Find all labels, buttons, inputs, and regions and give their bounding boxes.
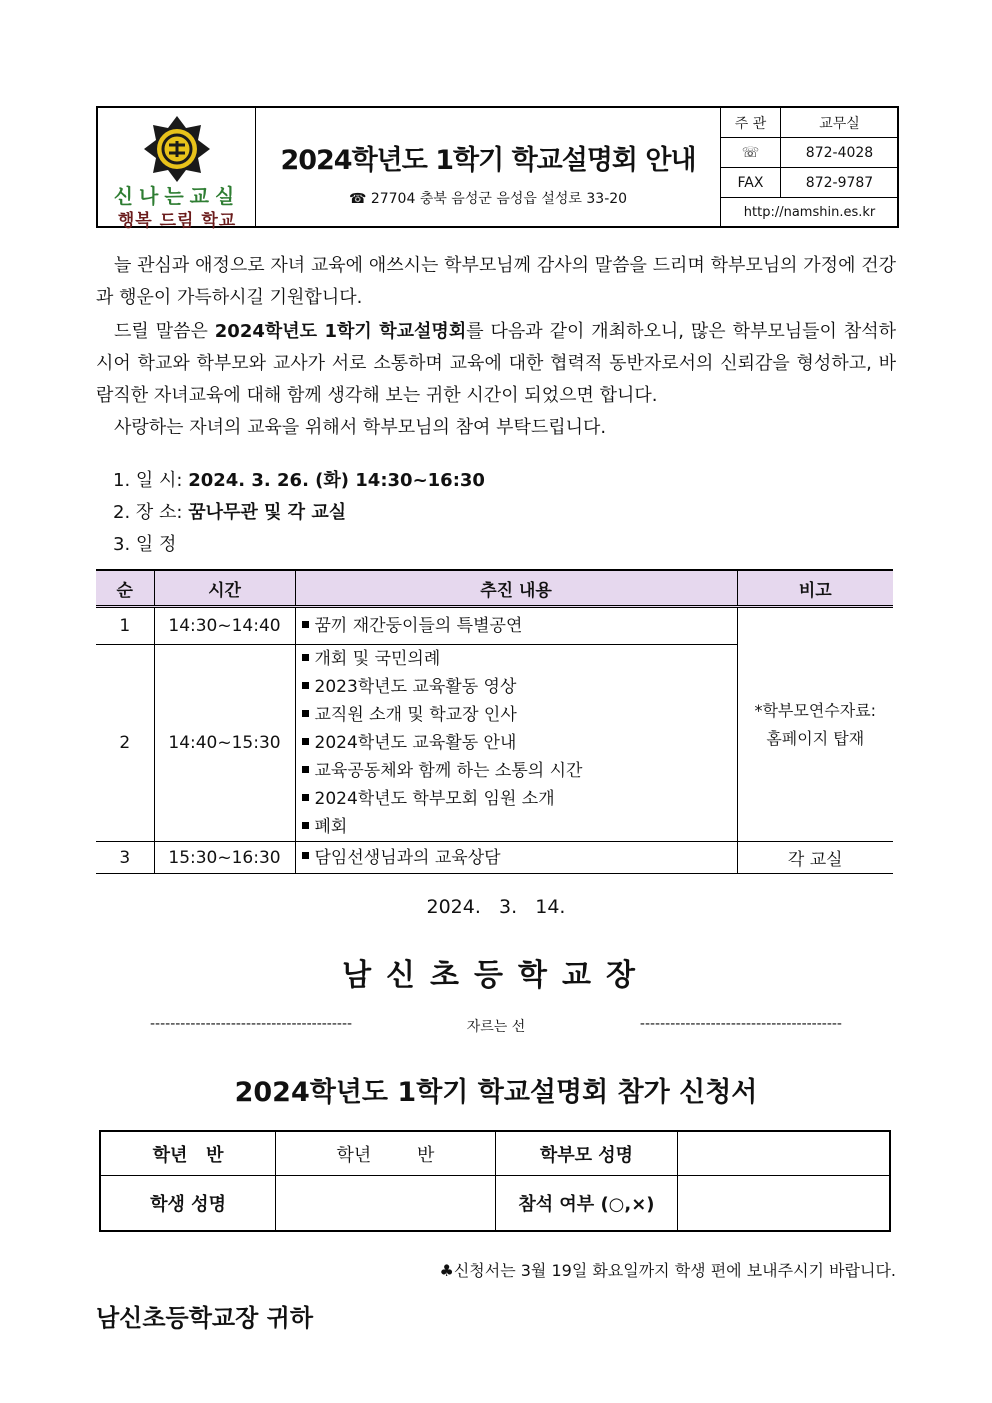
contact-info-table [720,108,897,226]
row-time: 14:30~14:40 [154,607,295,645]
list-item: 2024학년도 교육활동 안내 [302,729,737,757]
item-datetime [113,466,485,496]
row-content [295,607,737,645]
application-form [99,1130,891,1232]
event-paragraph [96,316,896,412]
list-item: 담임선생님과의 교육상담 [302,844,737,872]
cut-line-dashes-right: ---------------------------------------- [639,1016,842,1032]
item-schedule: 3. 일 정 [113,534,177,555]
school-logo-cell [98,108,256,231]
list-item: 폐회 [302,813,737,841]
document-header [96,106,899,231]
phone-icon: ☏ [721,138,781,167]
row-time: 15:30~16:30 [154,842,295,874]
intro-paragraph: 늘 관심과 애정으로 자녀 교육에 애쓰시는 학부모님께 감사의 말씀을 드리며 학부모님의 가정에 건강과 행운이 가득하시길 기원합니다. [96,255,896,308]
student-name-field[interactable] [276,1176,496,1232]
logo-text-line1: 신나는교실 [113,184,241,208]
info-value: 872-9787 [805,174,874,191]
school-emblem-icon [142,114,212,184]
row-content [295,842,737,874]
title-cell [256,108,720,226]
cut-line-label: 자르는 선 [466,1019,526,1035]
info-value: 872-4028 [805,144,874,161]
row-number: 3 [96,842,154,874]
row-time: 14:40~15:30 [154,645,295,842]
column-header: 시간 [154,570,295,607]
bullet-icon [302,822,309,829]
logo-text-line2: 행복 드림 학교 [117,211,237,231]
bullet-icon [302,710,309,717]
info-row-dept [721,108,898,138]
event-location: 꿈나무관 및 각 교실 [188,502,347,523]
website-link[interactable]: http://namshin.es.kr [743,204,876,220]
form-title: 2024학년도 1학기 학교설명회 참가 신청서 [234,1077,758,1108]
grade-class-field[interactable]: 학년 반 [276,1131,496,1176]
addressee: 남신초등학교장 귀하 [96,1304,314,1332]
closing-paragraph: 사랑하는 자녀의 교육을 위해서 학부모님의 참여 부탁드립니다. [114,417,607,438]
list-item: 개회 및 국민의례 [302,645,737,673]
item-label: 1. 일 시: [113,470,189,491]
item-label: 2. 장 소: [113,502,189,523]
parent-name-label: 학부모 성명 [495,1131,678,1176]
info-row-fax [721,168,898,198]
item-location [113,498,346,528]
info-value: 교무실 [819,115,860,132]
bullet-icon [302,766,309,773]
row-number: 1 [96,607,154,645]
event-paragraph-post: 를 다음과 같이 개최하오니, 많은 학부모님들이 참석하시어 학교와 학부모와 교사가 서로 소통하며 교육에 대한 협력적 동반자로서의 신뢰감을 형성하고, 바람직한 자녀교육에 대해 함께 생각해 보는 귀한 시간이 되었으면 합니다. [96,321,896,406]
info-key: 주 관 [721,108,781,137]
submission-note: ♣신청서는 3월 19일 화요일까지 학생 편에 보내주시기 바랍니다. [439,1261,896,1280]
bullet-icon [302,794,309,801]
info-row-website [721,198,898,226]
bullet-icon [302,682,309,689]
attendance-label: 참석 여부 (○,×) [495,1176,678,1232]
grade-class-label: 학년 반 [100,1131,276,1176]
cut-line [150,1016,842,1036]
attendance-field[interactable] [678,1176,890,1232]
cut-line-dashes-left: ---------------------------------------- [150,1016,353,1032]
shared-note [737,607,893,842]
note-line: 홈페이지 탑재 [766,728,865,748]
table-row [96,607,893,645]
schedule-table [96,569,893,874]
column-header: 추진 내용 [295,570,737,607]
parent-name-field[interactable] [678,1131,890,1176]
info-key: FAX [721,168,781,197]
form-row [100,1176,890,1232]
event-paragraph-pre: 드릴 말씀은 [114,321,215,342]
list-item: 2024학년도 학부모회 임원 소개 [302,785,737,813]
event-datetime: 2024. 3. 26. (화) 14:30~16:30 [188,470,485,491]
table-header-row [96,570,893,607]
list-item: 2023학년도 교육활동 영상 [302,673,737,701]
info-row-phone [721,138,898,168]
table-row [96,842,893,874]
bullet-icon [302,738,309,745]
bullet-icon [302,852,309,859]
list-item: 교육공동체와 함께 하는 소통의 시간 [302,757,737,785]
student-name-label: 학생 성명 [100,1176,276,1232]
row-content [295,645,737,842]
row-note: 각 교실 [737,842,893,874]
bullet-icon [302,621,309,628]
list-item: 교직원 소개 및 학교장 인사 [302,701,737,729]
bullet-icon [302,654,309,661]
principal-signature: 남신초등학교장 [342,958,650,993]
form-row [100,1131,890,1176]
document-title: 2024학년도 1학기 학교설명회 안내 [280,145,696,176]
issue-date: 2024. 3. 14. [426,896,566,918]
row-number: 2 [96,645,154,842]
note-line: *학부모연수자료: [754,700,877,720]
column-header: 비고 [737,570,893,607]
list-item: 꿈끼 재간둥이들의 특별공연 [302,612,737,640]
column-header: 순 [96,570,154,607]
event-name: 2024학년도 1학기 학교설명회 [214,321,467,342]
school-address: ☎ 27704 충북 음성군 음성읍 설성로 33-20 [348,191,628,207]
